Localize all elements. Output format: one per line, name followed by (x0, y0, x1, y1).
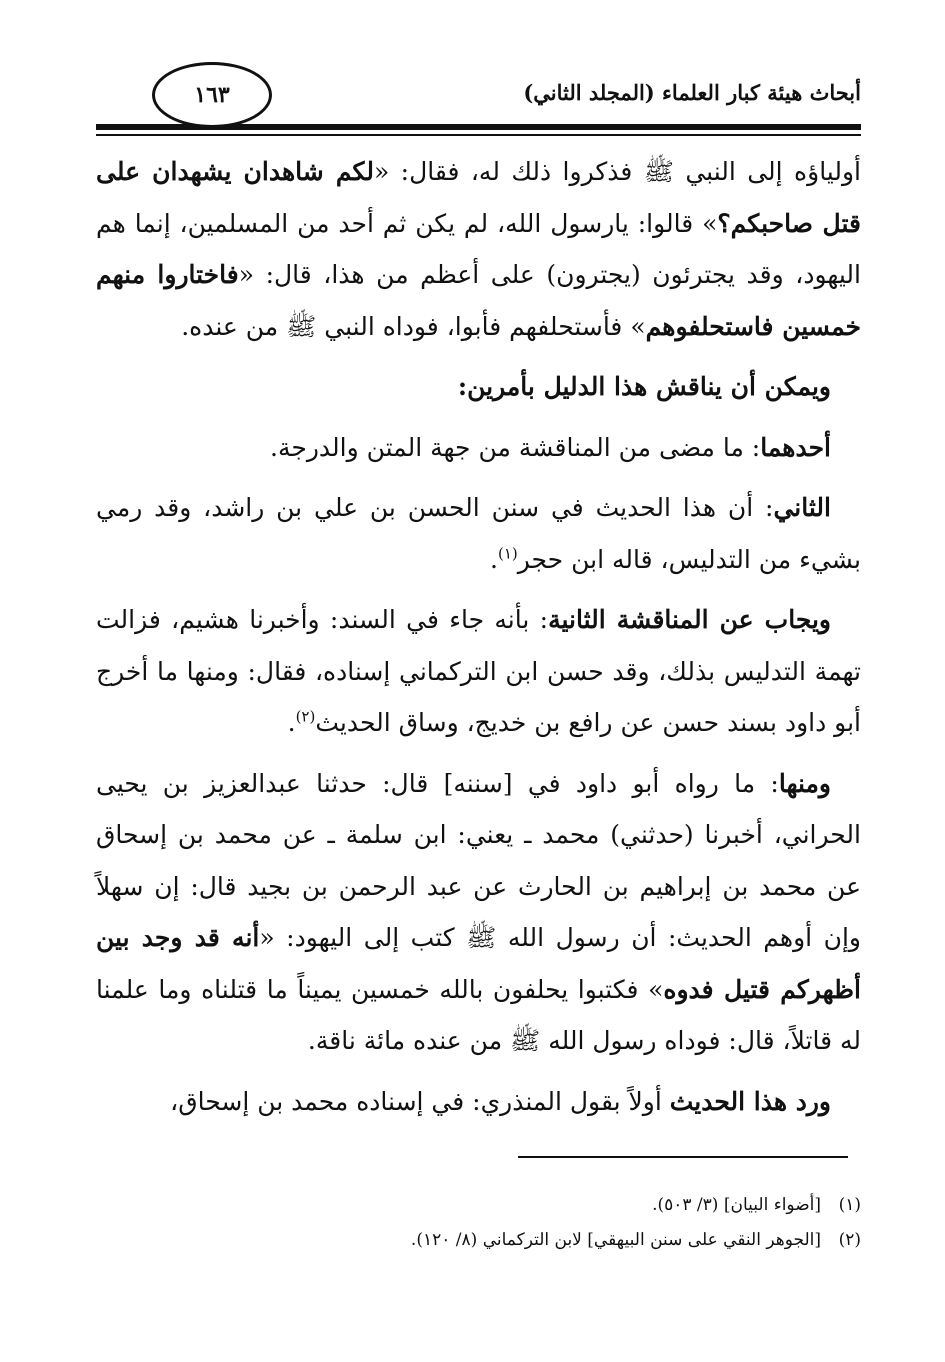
p4-end: . (490, 544, 498, 574)
footnote-number: (١) (838, 1195, 861, 1215)
p5-text: : بأنه جاء في السند: وأخبرنا هشيم، فزالت تهمة التدليس بذلك، وقد حسن ابن التركماني إسناده، فقال: ومنها ما أخرج أبو داود بسند حسن عن رافع بن خديج، وساق الحديث (96, 605, 861, 737)
p4-text: : أن هذا الحديث في سنن الحسن بن علي بن راشد، وقد رمي بشيء من التدليس، قاله ابن حجر (96, 493, 861, 574)
footnote-number: (٢) (838, 1230, 861, 1250)
paragraph-4 (96, 482, 861, 585)
p1-quote-1: لكم شاهدان يشهدان على قتل صاحبكم؟ (96, 157, 861, 238)
p1-text-2: » قالوا: يارسول الله، لم يكن ثم أحد من المسلمين، إنما هم اليهود، وقد يجترئون (يجترون) على أعظم من هذا، قال: « (96, 208, 861, 289)
p4-label: الثاني (773, 493, 831, 522)
p1-quote-2: فاختاروا منهم خمسين فاستحلفوهم (96, 260, 861, 341)
paragraph-6 (96, 758, 861, 1067)
footnote-text: [الجوهر النقي على سنن البيهقي] لابن التركماني (٨/ ١٢٠). (410, 1230, 821, 1250)
page-number: ١٦٣ (194, 82, 230, 108)
paragraph-3 (96, 422, 861, 474)
paragraph-1 (96, 146, 861, 352)
footnote-2 (96, 1223, 861, 1258)
footnote-ref-1: (١) (497, 544, 518, 563)
footnote-1 (96, 1188, 861, 1223)
p7-text: أولاً بقول المنذري: في إسناده محمد بن إسحاق، (170, 1086, 670, 1116)
paragraph-2 (96, 361, 861, 413)
footnote-ref-2: (٢) (295, 707, 316, 726)
footnotes (96, 1188, 861, 1258)
p6-quote: أنه قد وجد بين أظهركم قتيل فدوه (96, 923, 861, 1004)
paragraph-5 (96, 594, 861, 749)
page-number-oval (152, 62, 272, 128)
paragraph-7 (96, 1076, 861, 1128)
running-title: أبحاث هيئة كبار العلماء (المجلد الثاني) (523, 80, 861, 105)
footnote-separator (518, 1156, 848, 1158)
p1-text-1: أولياؤه إلى النبي ﷺ فذكروا ذلك له، فقال: « (373, 157, 861, 186)
header-rule-thin (96, 134, 861, 136)
p6-text-1: : ما رواه أبو داود في [سننه] قال: حدثنا عبدالعزيز بن يحيى الحراني، أخبرنا (حدثني) محمد ـ يعني: ابن سلمة ـ عن محمد بن إسحاق عن محمد بن إبراهيم بن الحارث عن عبد الرحمن بن بجيد قال: إن سهلاً وإن أوهم الحديث: أن رسول الله ﷺ كتب إلى اليهود: « (96, 768, 861, 952)
p7-label: ورد هذا الحديث (669, 1086, 831, 1116)
p2-text: ويمكن أن يناقش هذا الدليل بأمرين: (457, 372, 831, 401)
p6-label: ومنها (778, 768, 831, 798)
p3-text: : ما مضى من المناقشة من جهة المتن والدرجة. (270, 432, 761, 462)
p1-text-3: » فأستحلفهم فأبوا، فوداه النبي ﷺ من عنده. (181, 311, 646, 341)
p6-text-2: » فكتبوا يحلفون بالله خمسين يميناً ما قتلناه وما علمنا له قاتلاً، قال: فوداه رسول الله ﷺ من عنده مائة ناقة. (96, 974, 861, 1055)
p5-end: . (287, 708, 296, 737)
p3-label: أحدهما (760, 432, 831, 462)
footnote-text: [أضواء البيان] (٣/ ٥٠٣). (652, 1195, 821, 1215)
body-text (96, 146, 861, 1136)
p5-label: ويجاب عن المناقشة الثانية (548, 605, 831, 634)
